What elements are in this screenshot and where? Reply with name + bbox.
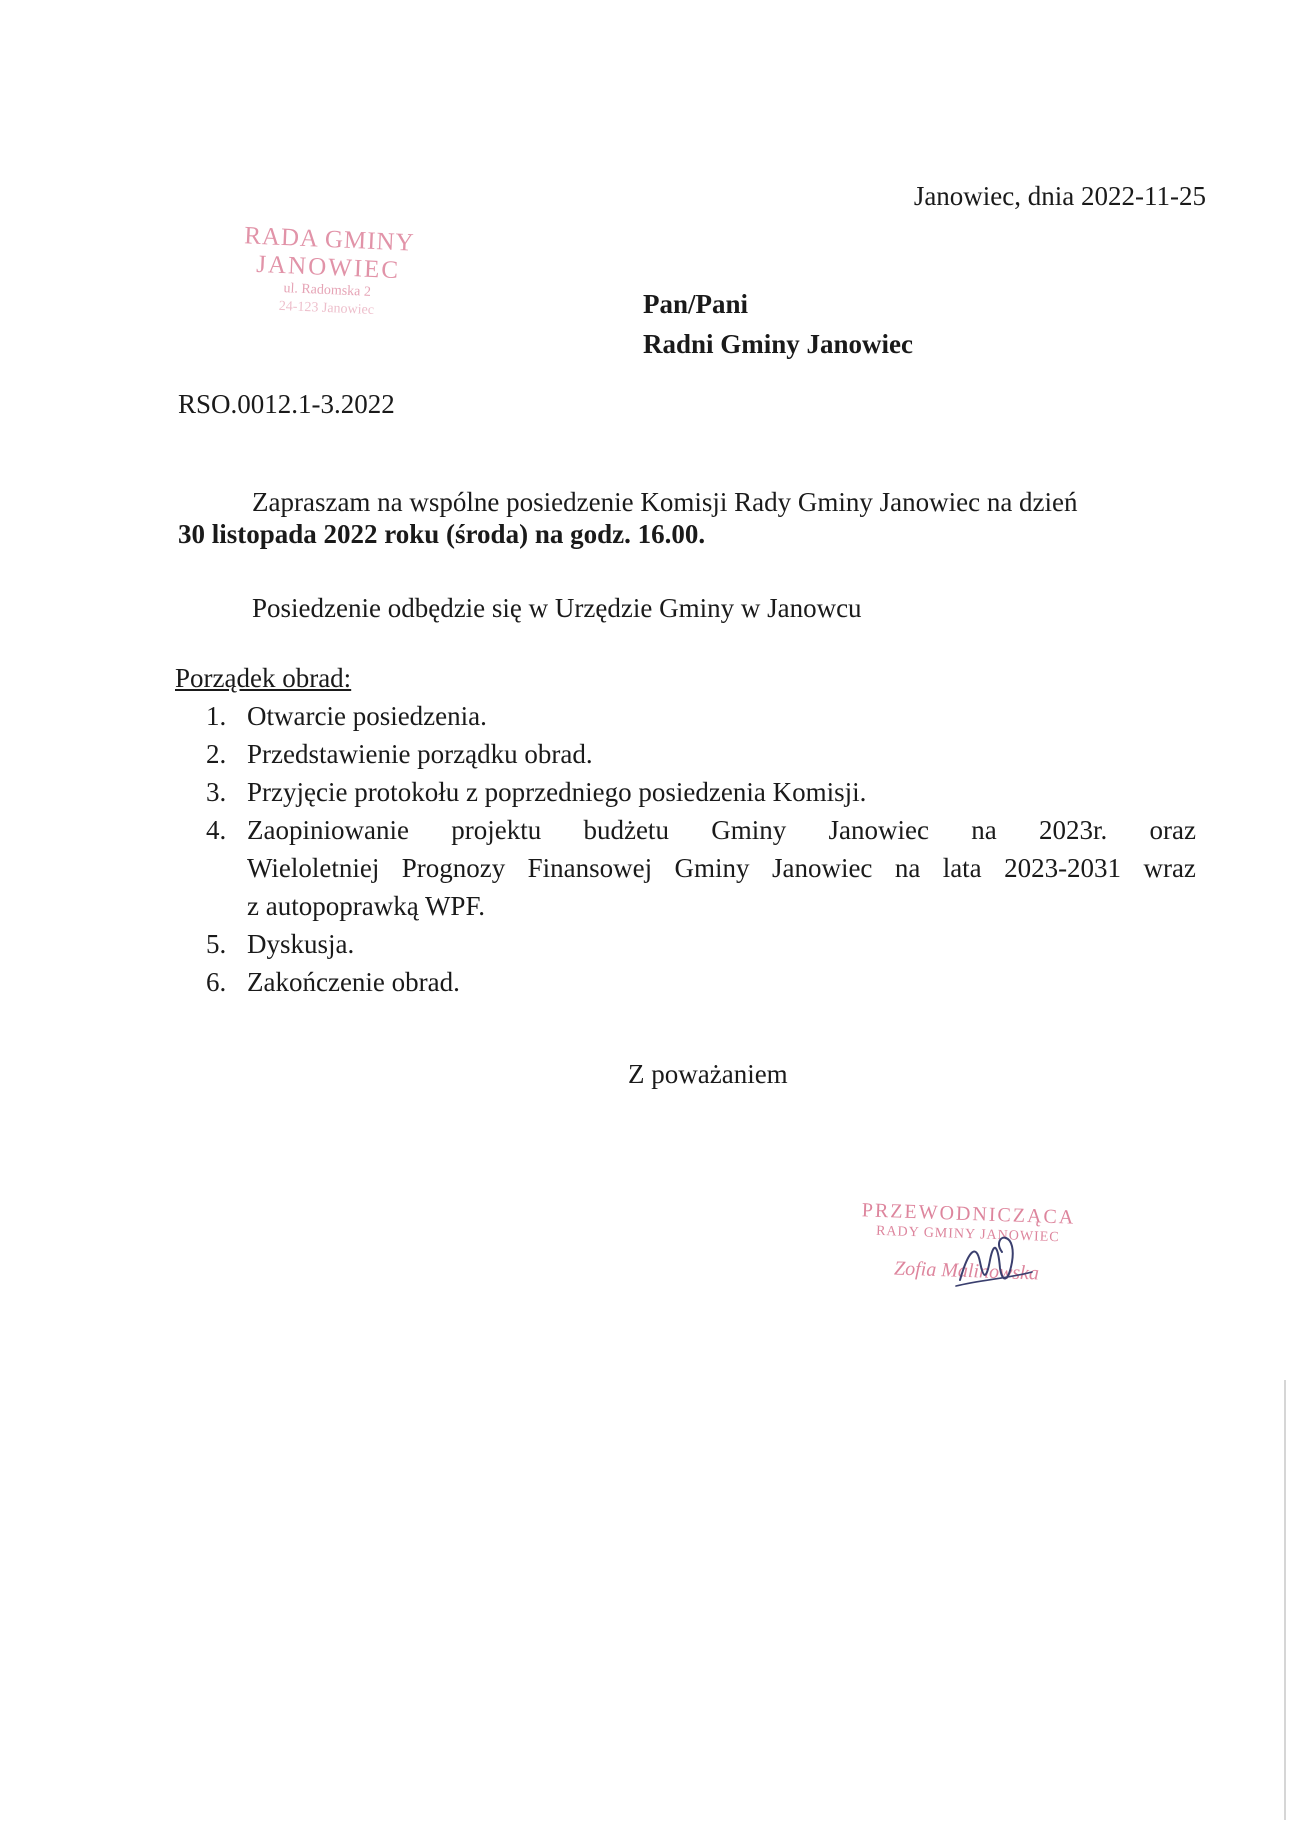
council-stamp-line2: JANOWIEC (255, 250, 401, 285)
word: Janowiec (828, 815, 929, 845)
word: Zaopiniowanie (247, 815, 409, 845)
invitation-date-time: 30 listopada 2022 roku (środa) na godz. 16.00. (178, 519, 706, 549)
agenda-item (206, 925, 1196, 963)
signature-stroke (960, 1238, 1013, 1280)
agenda-item-number: 1. (206, 701, 227, 731)
agenda-item (206, 697, 1196, 735)
word: 2023-2031 (1004, 853, 1122, 883)
agenda-heading: Porządek obrad: (175, 663, 352, 693)
recipient-line1: Pan/Pani (643, 289, 749, 319)
agenda-item-text: Dyskusja. (247, 929, 355, 959)
chair-stamp-council: RADY GMINY JANOWIEC (875, 1223, 1060, 1246)
agenda-item-number: 3. (206, 777, 227, 807)
word: 2023r. (1038, 815, 1108, 845)
agenda-item-text: Zakończenie obrad. (247, 967, 460, 997)
word: projektu (451, 815, 542, 845)
agenda-item (206, 811, 1196, 925)
word: Finansowej (527, 853, 653, 883)
word: wraz (1143, 853, 1196, 883)
agenda-item-text: Przyjęcie protokołu z poprzedniego posiedzenia Komisji. (247, 777, 867, 807)
agenda-item-number: 4. (206, 815, 227, 845)
scan-edge-line (1284, 1380, 1286, 1820)
agenda-item-line3: z autopoprawką WPF. (247, 891, 486, 921)
agenda-item-number: 6. (206, 967, 227, 997)
document-date: Janowiec, dnia 2022-11-25 (913, 181, 1206, 211)
word: Gminy (674, 853, 750, 883)
location-paragraph: Posiedzenie odbędzie się w Urzędzie Gminy w Janowcu (252, 593, 862, 623)
closing-salutation: Z poważaniem (628, 1059, 788, 1089)
word: Gminy (711, 815, 787, 845)
word: Janowiec (771, 853, 873, 883)
agenda-item (206, 735, 1196, 773)
agenda-item (206, 773, 1196, 811)
council-stamp-line1: RADA GMINY (243, 222, 416, 257)
agenda-item-line1 (247, 811, 1196, 849)
word: budżetu (583, 815, 669, 845)
word: Wieloletniej (247, 853, 380, 883)
agenda-item-number: 5. (206, 929, 227, 959)
council-stamp-street: ul. Radomska 2 (283, 281, 372, 300)
word: oraz (1149, 815, 1196, 845)
word: na (971, 815, 997, 845)
council-stamp-postal: 24-123 Janowiec (278, 298, 375, 319)
recipient-line2: Radni Gminy Janowiec (643, 329, 914, 359)
signature-underline (956, 1272, 1032, 1286)
reference-number: RSO.0012.1-3.2022 (178, 389, 395, 419)
invitation-paragraph (178, 486, 1196, 550)
council-stamp (236, 222, 420, 322)
word: lata (942, 853, 982, 883)
agenda-item-number: 2. (206, 739, 227, 769)
handwritten-signature (950, 1222, 1040, 1302)
word: na (894, 853, 921, 883)
invitation-text: Zapraszam na wspólne posiedzenie Komisji Rady Gminy Janowiec na dzień (252, 487, 1078, 517)
agenda-item-text: Otwarcie posiedzenia. (247, 701, 487, 731)
chair-stamp-name: Zofia Malinowska (893, 1257, 1040, 1285)
recipient-block (643, 284, 913, 364)
chair-stamp-title: PRZEWODNICZĄCA (861, 1199, 1076, 1229)
agenda-list (206, 697, 1196, 1001)
agenda-item-line2 (247, 849, 1196, 887)
agenda-item-text: Przedstawienie porządku obrad. (247, 739, 593, 769)
word: Prognozy (401, 853, 506, 883)
agenda-item (206, 963, 1196, 1001)
